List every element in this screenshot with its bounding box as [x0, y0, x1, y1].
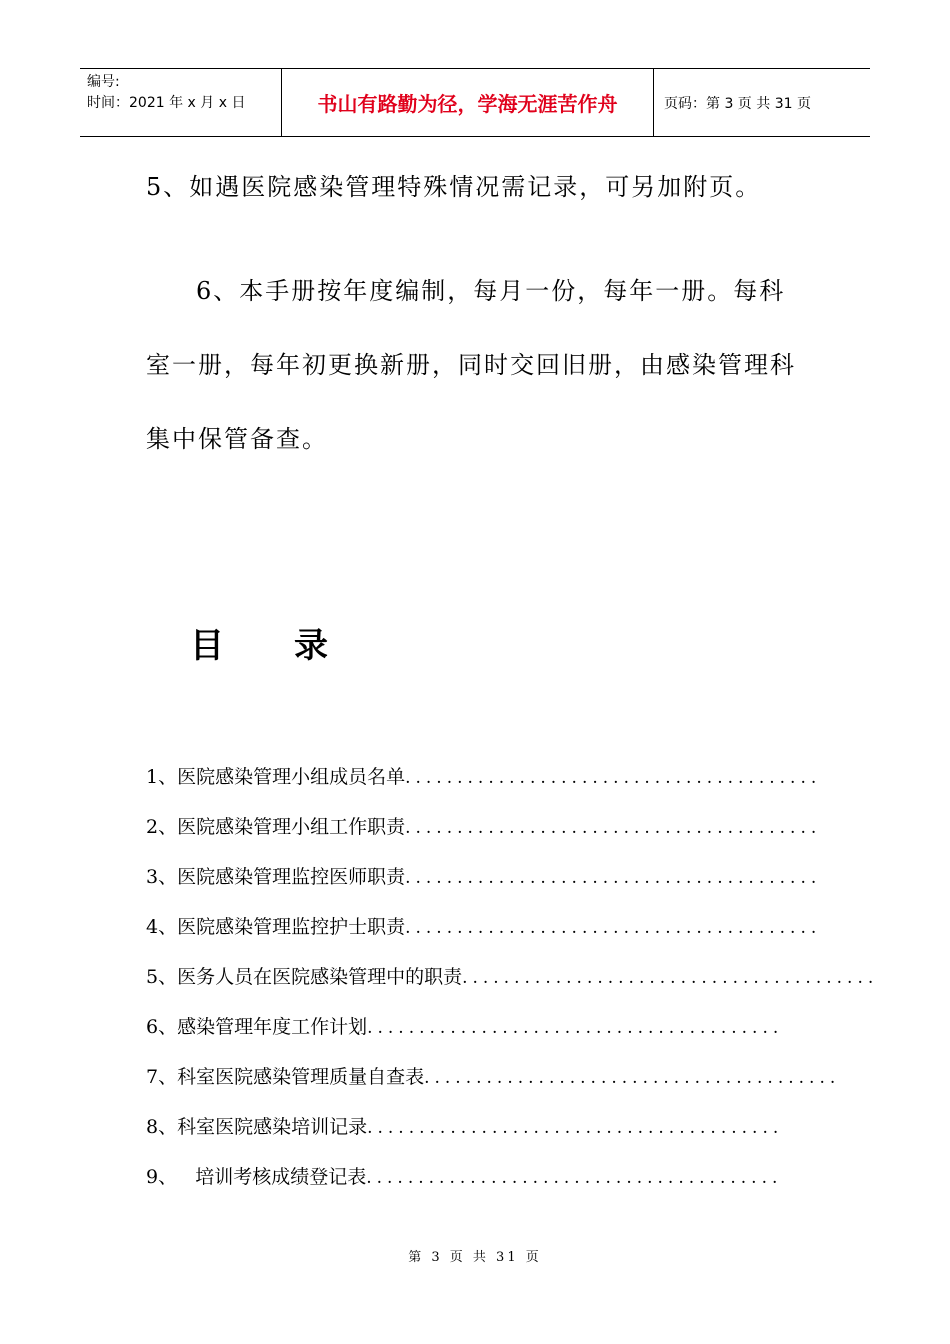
- toc-leader-dots: ........................................: [405, 918, 822, 938]
- toc-leader-dots: ........................................: [405, 868, 822, 888]
- toc-title: [190, 618, 328, 667]
- toc-title-char-1: 目: [190, 626, 224, 666]
- header-meta: [80, 69, 281, 136]
- toc-leader-dots: ........................................: [405, 818, 822, 838]
- toc-entry-text: 4、医院感染管理监控护士职责: [146, 916, 406, 938]
- table-of-contents: [146, 762, 879, 1212]
- toc-leader-dots: ........................................: [405, 768, 822, 788]
- toc-leader-dots: ........................................: [424, 1068, 841, 1088]
- page-footer: 第 3 页 共 31 页: [408, 1250, 542, 1265]
- toc-leader-dots: ........................................: [367, 1118, 784, 1138]
- toc-leader-dots: ........................................: [367, 1018, 784, 1038]
- toc-entry[interactable]: [146, 912, 822, 962]
- paragraph-item-5: 5、如遇医院感染管理特殊情况需记录，可另加附页。: [146, 173, 762, 201]
- toc-entry-text: 8、科室医院感染培训记录: [146, 1116, 368, 1138]
- toc-title-char-2: 录: [294, 626, 328, 666]
- toc-entry[interactable]: [146, 1162, 798, 1212]
- document-number: 编号:: [87, 74, 120, 90]
- toc-entry-text: 9、 培训考核成绩登记表: [146, 1166, 367, 1188]
- document-date: 时间：2021 年 x 月 x 日: [87, 95, 246, 111]
- toc-entry[interactable]: [146, 1062, 841, 1112]
- toc-entry[interactable]: [146, 862, 822, 912]
- toc-entry-text: 7、科室医院感染管理质量自查表: [146, 1066, 425, 1088]
- toc-entry[interactable]: [146, 962, 879, 1012]
- header-motto: 书山有路勤为径，学海无涯苦作舟: [281, 69, 654, 136]
- toc-entry[interactable]: [146, 1012, 798, 1062]
- toc-entry-text: 6、感染管理年度工作计划: [146, 1016, 368, 1038]
- toc-entry[interactable]: [146, 762, 822, 812]
- page-header: [80, 68, 870, 137]
- paragraph-item-6: 6、本手册按年度编制，每月一份，每年一册。每科室一册，每年初更换新册，同时交回旧册，由感染管理科集中保管备查。: [146, 277, 796, 453]
- toc-leader-dots: ........................................: [366, 1168, 783, 1188]
- toc-entry-text: 5、医务人员在医院感染管理中的职责: [146, 966, 463, 988]
- toc-entry[interactable]: [146, 812, 822, 862]
- toc-entry-text: 1、医院感染管理小组成员名单: [146, 766, 406, 788]
- toc-leader-dots: ........................................: [462, 968, 879, 988]
- toc-entry-text: 2、医院感染管理小组工作职责: [146, 816, 406, 838]
- header-page-number: 页码：第 3 页 共 31 页: [664, 95, 811, 112]
- toc-entry[interactable]: [146, 1112, 798, 1162]
- toc-entry-text: 3、医院感染管理监控医师职责: [146, 866, 406, 888]
